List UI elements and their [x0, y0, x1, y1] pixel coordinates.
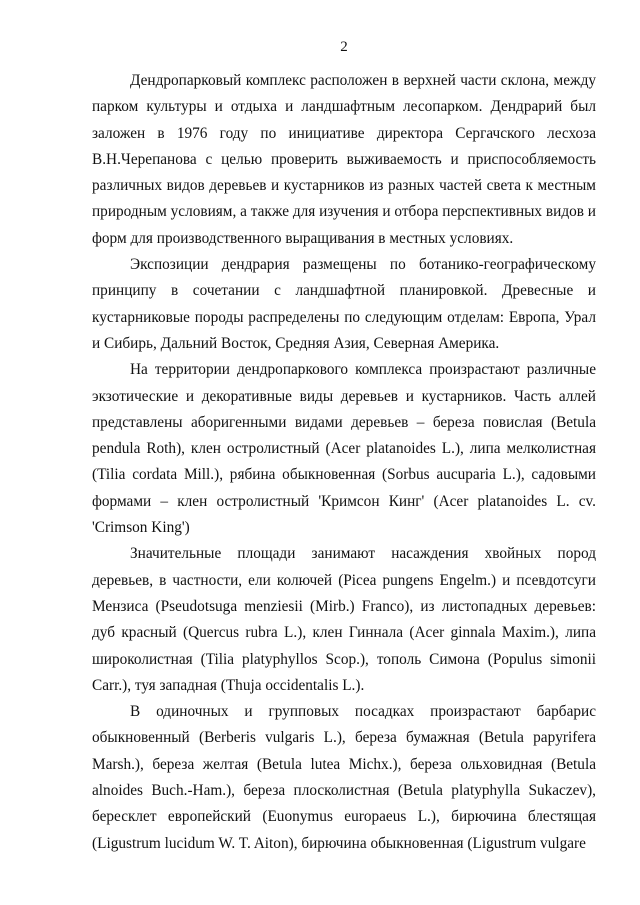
page-number: 2: [340, 39, 348, 55]
paragraph-3: На территории дендропаркового комплекса произрастают различные экзотические и декоративные виды деревьев и кустарников. Часть аллей представлены аборигенными видами деревьев – береза повислая (Betula pendula Roth), клен остролистный (Acer platanoides L.), липа мелколистная (Tilia cordata Mill.), рябина обыкновенная (Sorbus aucuparia L.), садовыми формами – клен остролистный 'Кримсон Кинг' (Acer platanoides L. cv. 'Crimson King'): [92, 361, 596, 537]
paragraph-1: Дендропарковый комплекс расположен в верхней части склона, между парком культуры и отдыха и ландшафтным лесопарком. Дендрарий был заложен в 1976 году по инициативе директора Сергачского лесхоза В.Н.Черепанова с целью проверить выживаемость и приспособляемость различных видов деревьев и кустарников из разных частей света к местным природным условиям, а также для изучения и отбора перспективных видов и форм для производственного выращивания в местных условиях.: [92, 72, 596, 247]
paragraph-4: Значительные площади занимают насаждения хвойных пород деревьев, в частности, ели колючей (Picea pungens Engelm.) и псевдотсуги Мензиса (Pseudotsuga menziesii (Mirb.) Franco), из листопадных деревьев: дуб красный (Quercus rubra L.), клен Гиннала (Acer ginnala Maxim.), липа широколистная (Tilia platyphyllos Scop.), тополь Симона (Populus simonii Carr.), туя западная (Thuja occidentalis L.).: [92, 545, 596, 694]
paragraph-5: В одиночных и групповых посадках произрастают барбарис обыкновенный (Berberis vulgaris L.), береза бумажная (Betula papyrifera Marsh.), береза желтая (Betula lutea Michx.), береза ольховидная (Betula alnoides Buch.-Ham.), береза плосколистная (Betula platyphylla Sukaczev), бересклет европейский (Euonymus europaeus L.), бирючина блестящая (Ligustrum lucidum W. T. Aiton), бирючина обыкновенная (Ligustrum vulgare: [92, 703, 596, 852]
paragraph-2: Экспозиции дендрария размещены по ботанико-географическому принципу в сочетании с ландшафтной планировкой. Древесные и кустарниковые породы распределены по следующим отделам: Европа, Урал и Сибирь, Дальний Восток, Средняя Азия, Северная Америка.: [92, 256, 596, 352]
